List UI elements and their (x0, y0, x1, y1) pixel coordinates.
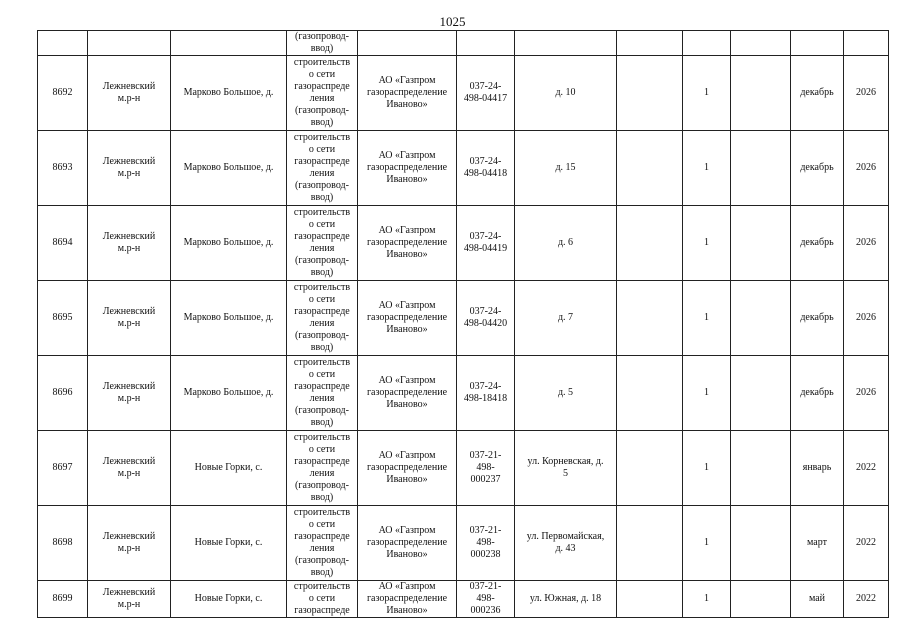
cell-org (358, 31, 457, 56)
cell-year: 2026 (844, 131, 889, 206)
cell-num: 8694 (38, 206, 88, 281)
cell-month: декабрь (791, 131, 844, 206)
cell-month: март (791, 506, 844, 581)
cell-qty: 1 (683, 206, 731, 281)
table-row (38, 281, 889, 356)
cell-settlement: Марково Большое, д. (171, 281, 287, 356)
cell-empty-2 (731, 131, 791, 206)
cell-empty-2 (731, 506, 791, 581)
cell-qty: 1 (683, 356, 731, 431)
cell-district: Лежневский м.р-н (88, 206, 171, 281)
cell-work-type: (газопровод- ввод) (287, 31, 358, 56)
cell-address: ул. Южная, д. 18 (515, 581, 617, 618)
cell-work-type: строительств о сети газораспреде ления (газопровод- ввод) (287, 281, 358, 356)
table-row (38, 131, 889, 206)
cell-qty: 1 (683, 131, 731, 206)
table-row (38, 581, 889, 618)
cell-work-type: строительств о сети газораспреде ления (газопровод- ввод) (287, 356, 358, 431)
page-number: 1025 (439, 14, 466, 29)
cell-org: АО «Газпром газораспределение Иваново» (358, 131, 457, 206)
cell-org: АО «Газпром газораспределение Иваново» (358, 431, 457, 506)
cell-code: 037-21- 498- 000238 (457, 506, 515, 581)
cell-empty-1 (617, 131, 683, 206)
cell-empty-2 (731, 56, 791, 131)
table-row (38, 431, 889, 506)
cell-month: декабрь (791, 281, 844, 356)
cell-address: д. 6 (515, 206, 617, 281)
cell-month: декабрь (791, 206, 844, 281)
cell-num: 8693 (38, 131, 88, 206)
cell-year: 2026 (844, 281, 889, 356)
cell-org: АО «Газпром газораспределение Иваново» (358, 356, 457, 431)
cell-district: Лежневский м.р-н (88, 131, 171, 206)
cell-work-type: строительств о сети газораспреде ления (газопровод- ввод) (287, 506, 358, 581)
table-row (38, 506, 889, 581)
cell-num: 8698 (38, 506, 88, 581)
cell-code: 037-21- 498- 000237 (457, 431, 515, 506)
cell-district: Лежневский м.р-н (88, 581, 171, 618)
cell-code: 037-24- 498-04418 (457, 131, 515, 206)
cell-month: декабрь (791, 56, 844, 131)
cell-settlement: Новые Горки, с. (171, 506, 287, 581)
cell-district: Лежневский м.р-н (88, 356, 171, 431)
cell-num: 8699 (38, 581, 88, 618)
cell-qty: 1 (683, 506, 731, 581)
cell-qty: 1 (683, 281, 731, 356)
cell-empty-1 (617, 506, 683, 581)
cell-address: ул. Корневская, д. 5 (515, 431, 617, 506)
cell-org: АО «Газпром газораспределение Иваново» (358, 581, 457, 618)
cell-empty-2 (731, 281, 791, 356)
cell-empty-2 (731, 206, 791, 281)
cell-org: АО «Газпром газораспределение Иваново» (358, 281, 457, 356)
cell-district: Лежневский м.р-н (88, 431, 171, 506)
cell-qty (683, 31, 731, 56)
cell-empty-2 (731, 431, 791, 506)
cell-month: май (791, 581, 844, 618)
cell-empty-2 (731, 581, 791, 618)
cell-work-type: строительств о сети газораспреде ления (газопровод- ввод) (287, 206, 358, 281)
cell-district: Лежневский м.р-н (88, 56, 171, 131)
cell-address: д. 5 (515, 356, 617, 431)
cell-code: 037-24- 498-04419 (457, 206, 515, 281)
cell-month (791, 31, 844, 56)
cell-num: 8696 (38, 356, 88, 431)
cell-num: 8692 (38, 56, 88, 131)
table-row (38, 56, 889, 131)
cell-settlement: Марково Большое, д. (171, 131, 287, 206)
cell-org: АО «Газпром газораспределение Иваново» (358, 56, 457, 131)
cell-year: 2022 (844, 506, 889, 581)
cell-work-type: строительств о сети газораспреде ления (газопровод- ввод) (287, 431, 358, 506)
cell-work-type: строительств о сети газораспреде ления (газопровод- ввод) (287, 56, 358, 131)
table-row (38, 206, 889, 281)
table-row-continuation (38, 31, 889, 56)
cell-code (457, 31, 515, 56)
cell-org: АО «Газпром газораспределение Иваново» (358, 506, 457, 581)
cell-year: 2022 (844, 581, 889, 618)
cell-work-type: строительств о сети газораспреде (287, 581, 358, 618)
cell-empty-1 (617, 281, 683, 356)
cell-work-type: строительств о сети газораспреде ления (газопровод- ввод) (287, 131, 358, 206)
cell-address: д. 10 (515, 56, 617, 131)
cell-empty-2 (731, 31, 791, 56)
cell-address: ул. Первомайская, д. 43 (515, 506, 617, 581)
cell-address (515, 31, 617, 56)
cell-org: АО «Газпром газораспределение Иваново» (358, 206, 457, 281)
cell-address: д. 7 (515, 281, 617, 356)
registry-table (37, 30, 889, 618)
cell-district (88, 31, 171, 56)
cell-settlement (171, 31, 287, 56)
cell-year: 2026 (844, 206, 889, 281)
cell-code: 037-21- 498- 000236 (457, 581, 515, 618)
cell-empty-1 (617, 356, 683, 431)
cell-district: Лежневский м.р-н (88, 506, 171, 581)
cell-settlement: Марково Большое, д. (171, 356, 287, 431)
cell-code: 037-24- 498-04417 (457, 56, 515, 131)
table-body (38, 31, 889, 618)
cell-month: декабрь (791, 356, 844, 431)
cell-empty-1 (617, 581, 683, 618)
cell-empty-1 (617, 431, 683, 506)
cell-settlement: Новые Горки, с. (171, 431, 287, 506)
cell-empty-1 (617, 31, 683, 56)
cell-qty: 1 (683, 56, 731, 131)
cell-num (38, 31, 88, 56)
cell-year: 2026 (844, 356, 889, 431)
cell-settlement: Марково Большое, д. (171, 56, 287, 131)
cell-qty: 1 (683, 431, 731, 506)
table-row (38, 356, 889, 431)
cell-code: 037-24- 498-04420 (457, 281, 515, 356)
cell-district: Лежневский м.р-н (88, 281, 171, 356)
cell-settlement: Новые Горки, с. (171, 581, 287, 618)
cell-year (844, 31, 889, 56)
cell-settlement: Марково Большое, д. (171, 206, 287, 281)
cell-empty-1 (617, 206, 683, 281)
cell-empty-2 (731, 356, 791, 431)
cell-code: 037-24- 498-18418 (457, 356, 515, 431)
cell-num: 8695 (38, 281, 88, 356)
cell-qty: 1 (683, 581, 731, 618)
cell-num: 8697 (38, 431, 88, 506)
cell-address: д. 15 (515, 131, 617, 206)
cell-year: 2022 (844, 431, 889, 506)
cell-year: 2026 (844, 56, 889, 131)
cell-empty-1 (617, 56, 683, 131)
cell-month: январь (791, 431, 844, 506)
